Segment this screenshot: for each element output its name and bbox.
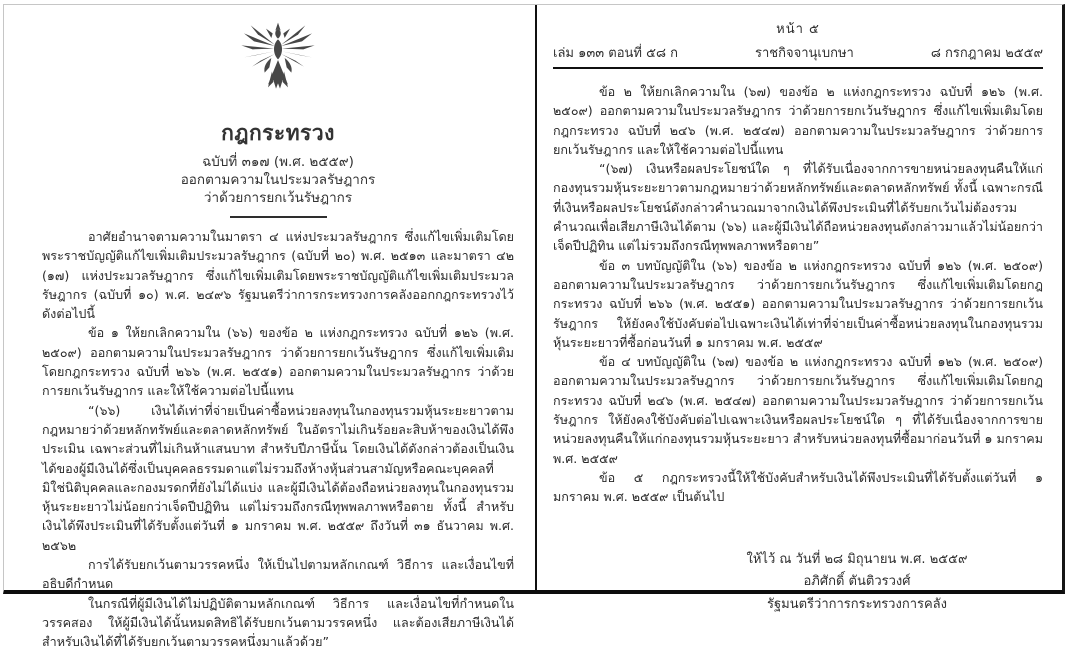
- left-page-body: [42, 227, 514, 652]
- paragraph-clause-3: ข้อ ๓ บทบัญญัติใน (๖๖) ของข้อ ๒ แห่งกฎกระทรวง ฉบับที่ ๑๒๖ (พ.ศ. ๒๕๐๙) ออกตามความในประมวลรัษฎากร ว่าด้วยการยกเว้นรัษฎากร ซึ่งแก้ไขเพิ่มเติมโดยกฎกระทรวง ฉบับที่ ๒๖๖ (พ.ศ. ๒๕๕๑) ออกตามความในประมวลรัษฎากร ว่าด้วยการยกเว้นรัษฎากร ให้ยังคงใช้บังคับต่อไปเฉพาะเงินได้เท่าที่จ่ายเป็นค่าซื้อหน่วยลงทุนในกองทุนรวมหุ้นระยะยาวที่ซื้อก่อนวันที่ ๑ มกราคม พ.ศ. ๒๕๕๙: [553, 256, 1043, 352]
- gazette-header-row: [553, 42, 1043, 63]
- document-issued-under: ออกตามความในประมวลรัษฎากร: [42, 171, 514, 189]
- paragraph-clause-1: ข้อ ๑ ให้ยกเลิกความใน (๖๖) ของข้อ ๒ แห่งกฎกระทรวง ฉบับที่ ๑๒๖ (พ.ศ. ๒๕๐๙) ออกตามความในประมวลรัษฎากร ว่าด้วยการยกเว้นรัษฎากร ซึ่งแก้ไขเพิ่มเติมโดยกฎกระทรวง ฉบับที่ ๒๖๖ (พ.ศ. ๒๕๕๑) ออกตามความในประมวลรัษฎากร ว่าด้วยการยกเว้นรัษฎากร และให้ใช้ความต่อไปนี้แทน: [42, 323, 514, 400]
- page-left: [4, 5, 535, 590]
- document-number: ฉบับที่ ๓๑๗ (พ.ศ. ๒๕๕๙): [42, 153, 514, 171]
- paragraph-clause-66-v3: ในกรณีที่ผู้มีเงินได้ไม่ปฏิบัติตามหลักเกณฑ์ วิธีการ และเงื่อนไขที่กำหนดในวรรคสอง ให้ผู้มีเงินได้นั้นหมดสิทธิได้รับยกเว้นตามวรรคหนึ่ง และต้องเสียภาษีเงินได้สำหรับเงินได้ที่ได้รับยกเว้นตามวรรคหนึ่งมาแล้วด้วย”: [42, 594, 514, 652]
- volume-part-label: เล่ม ๑๓๓ ตอนที่ ๕๘ ก: [553, 42, 678, 63]
- page-right: [537, 5, 1062, 590]
- document-subject: ว่าด้วยการยกเว้นรัษฎากร: [42, 189, 514, 207]
- paragraph-clause-66-v2: การได้รับยกเว้นตามวรรคหนึ่ง ให้เป็นไปตามหลักเกณฑ์ วิธีการ และเงื่อนไขที่อธิบดีกำหนด: [42, 555, 514, 594]
- gazette-spread: [3, 4, 1065, 594]
- signature-date-line: ให้ไว้ ณ วันที่ ๒๘ มิถุนายน พ.ศ. ๒๕๕๙: [671, 549, 1043, 572]
- paragraph-clause-4: ข้อ ๔ บทบัญญัติใน (๖๗) ของข้อ ๒ แห่งกฎกระทรวง ฉบับที่ ๑๒๖ (พ.ศ. ๒๕๐๙) ออกตามความในประมวลรัษฎากร ว่าด้วยการยกเว้นรัษฎากร ซึ่งแก้ไขเพิ่มเติมโดยกฎกระทรวง ฉบับที่ ๒๔๖ (พ.ศ. ๒๕๔๗) ออกตามความในประมวลรัษฎากร ว่าด้วยการยกเว้นรัษฎากร ให้ยังคงใช้บังคับต่อไปเฉพาะเงินหรือผลประโยชน์ใด ๆ ที่ได้รับเนื่องจากการขายหน่วยลงทุนคืนให้แก่กองทุนรวมหุ้นระยะยาว สำหรับหน่วยลงทุนที่ซื้อมาก่อนวันที่ ๑ มกราคม พ.ศ. ๒๕๕๙: [553, 352, 1043, 468]
- document-title: กฎกระทรวง: [42, 117, 514, 150]
- page-number-label: หน้า ๕: [553, 18, 1043, 39]
- header-rule: [553, 67, 1043, 69]
- gazette-header: [553, 18, 1043, 69]
- garuda-emblem-icon: [42, 13, 514, 115]
- signer-title: รัฐมนตรีว่าการกระทรวงการคลัง: [671, 594, 1043, 617]
- signature-block: [671, 549, 1043, 617]
- right-page-body: [553, 82, 1043, 507]
- paragraph-clause-67: “(๖๗) เงินหรือผลประโยชน์ใด ๆ ที่ได้รับเนื่องจากการขายหน่วยลงทุนคืนให้แก่กองทุนรวมหุ้นระยะยาวตามกฎหมายว่าด้วยหลักทรัพย์และตลาดหลักทรัพย์ ทั้งนี้ เฉพาะกรณีที่เงินหรือผลประโยชน์ดังกล่าวคำนวณมาจากเงินได้พึงประเมินที่ได้รับยกเว้นไม่ต้องรวมคำนวณเพื่อเสียภาษีเงินได้ตาม (๖๖) และผู้มีเงินได้ถือหน่วยลงทุนดังกล่าวมาแล้วไม่น้อยกว่าเจ็ดปีปฏิทิน แต่ไม่รวมถึงกรณีทุพพลภาพหรือตาย”: [553, 159, 1043, 255]
- signer-name: อภิศักดิ์ ตันติวรวงศ์: [671, 571, 1043, 594]
- paragraph-clause-66: “(๖๖) เงินได้เท่าที่จ่ายเป็นค่าซื้อหน่วยลงทุนในกองทุนรวมหุ้นระยะยาวตามกฎหมายว่าด้วยหลักทรัพย์และตลาดหลักทรัพย์ ในอัตราไม่เกินร้อยละสิบห้าของเงินได้พึงประเมิน เฉพาะส่วนที่ไม่เกินห้าแสนบาท สำหรับปีภาษีนั้น โดยเงินได้ดังกล่าวต้องเป็นเงินได้ของผู้มีเงินได้ซึ่งเป็นบุคคลธรรมดาแต่ไม่รวมถึงห้างหุ้นส่วนสามัญหรือคณะบุคคลที่มิใช่นิติบุคคลและกองมรดกที่ยังไม่ได้แบ่ง และผู้มีเงินได้ต้องถือหน่วยลงทุนในกองทุนรวมหุ้นระยะยาวไม่น้อยกว่าเจ็ดปีปฏิทิน แต่ไม่รวมถึงกรณีทุพพลภาพหรือตาย ทั้งนี้ สำหรับเงินได้พึงประเมินที่ได้รับตั้งแต่วันที่ ๑ มกราคม พ.ศ. ๒๕๕๙ ถึงวันที่ ๓๑ ธันวาคม พ.ศ. ๒๕๖๒: [42, 401, 514, 555]
- title-divider: [230, 216, 327, 218]
- gazette-name: ราชกิจจานุเบกษา: [755, 42, 854, 63]
- paragraph-preamble: อาศัยอำนาจตามความในมาตรา ๔ แห่งประมวลรัษฎากร ซึ่งแก้ไขเพิ่มเติมโดยพระราชบัญญัติแก้ไขเพิ่มเติมประมวลรัษฎากร (ฉบับที่ ๒๐) พ.ศ. ๒๕๑๓ และมาตรา ๔๒ (๑๗) แห่งประมวลรัษฎากร ซึ่งแก้ไขเพิ่มเติมโดยพระราชบัญญัติแก้ไขเพิ่มเติมประมวลรัษฎากร (ฉบับที่ ๑๐) พ.ศ. ๒๔๙๖ รัฐมนตรีว่าการกระทรวงการคลังออกกฎกระทรวงไว้ ดังต่อไปนี้: [42, 227, 514, 323]
- paragraph-clause-2: ข้อ ๒ ให้ยกเลิกความใน (๖๗) ของข้อ ๒ แห่งกฎกระทรวง ฉบับที่ ๑๒๖ (พ.ศ. ๒๕๐๙) ออกตามความในประมวลรัษฎากร ว่าด้วยการยกเว้นรัษฎากร ซึ่งแก้ไขเพิ่มเติมโดยกฎกระทรวง ฉบับที่ ๒๔๖ (พ.ศ. ๒๕๔๗) ออกตามความในประมวลรัษฎากร ว่าด้วยการยกเว้นรัษฎากร และให้ใช้ความต่อไปนี้แทน: [553, 82, 1043, 159]
- paragraph-clause-5: ข้อ ๕ กฎกระทรวงนี้ให้ใช้บังคับสำหรับเงินได้พึงประเมินที่ได้รับตั้งแต่วันที่ ๑ มกราคม พ.ศ. ๒๕๕๙ เป็นต้นไป: [553, 468, 1043, 507]
- gazette-date: ๘ กรกฎาคม ๒๕๕๙: [931, 42, 1043, 63]
